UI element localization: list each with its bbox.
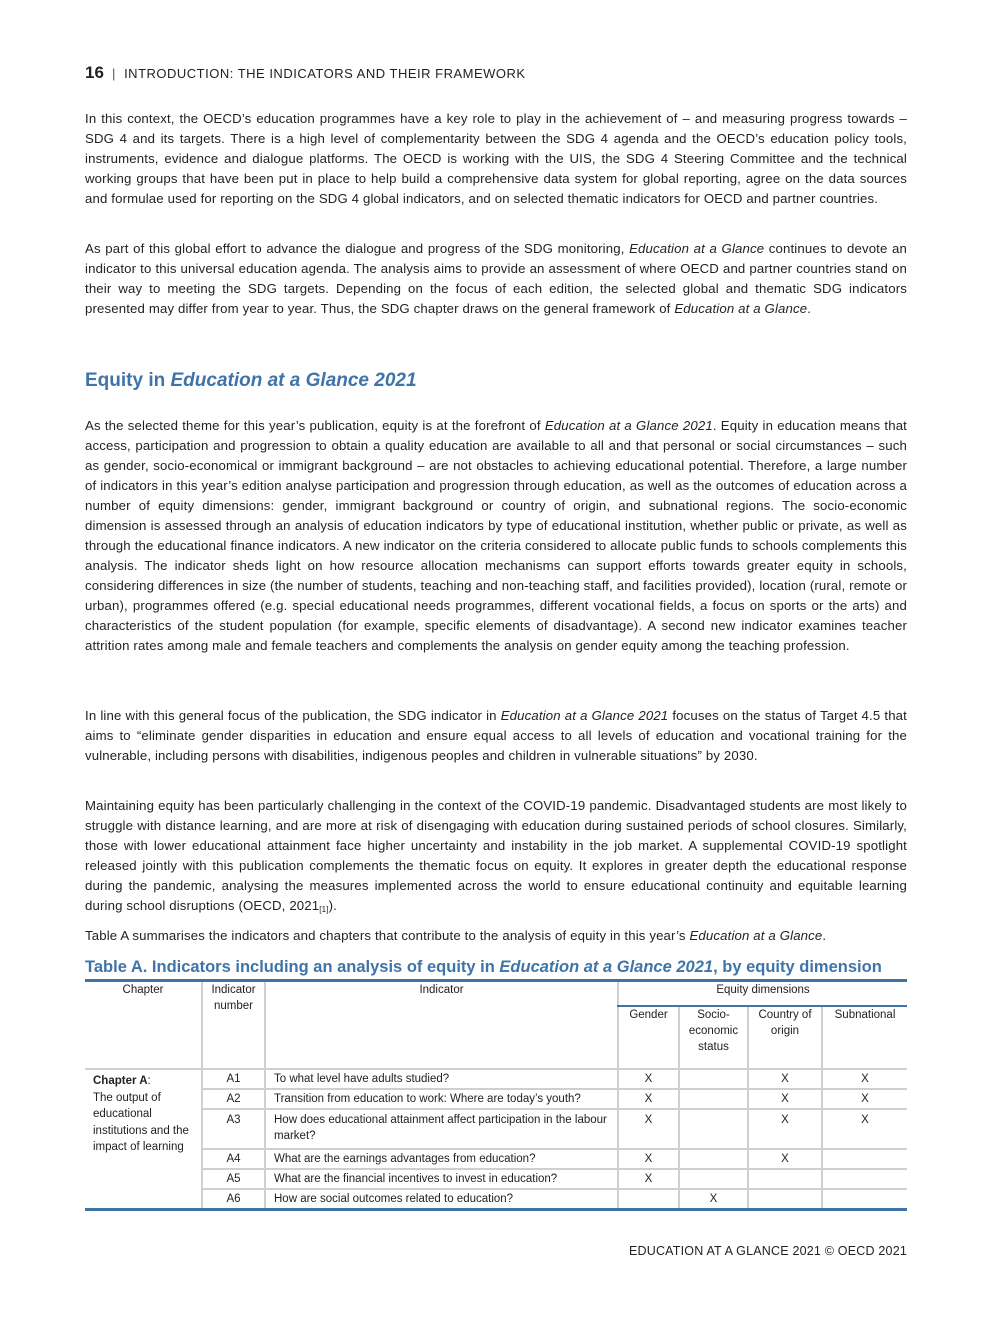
running-header (85, 63, 526, 83)
indicator-number: A4 (202, 1149, 265, 1169)
table-row (85, 1149, 907, 1169)
indicator-text: What are the financial incentives to invest in education? (265, 1169, 618, 1189)
socio-mark (679, 1069, 748, 1089)
socio-mark (679, 1109, 748, 1149)
country-mark: X (748, 1089, 822, 1109)
section-heading-equity: Equity in Education at a Glance 2021 (85, 370, 417, 391)
gender-mark: X (618, 1149, 679, 1169)
indicator-number: A3 (202, 1109, 265, 1149)
indicator-text: To what level have adults studied? (265, 1069, 618, 1089)
paragraph-sdg-context: In this context, the OECD’s education programmes have a key role to play in the achievement of – and measuring progress towards – SDG 4 and its targets. There is a high level of complementarity between the SDG 4 agenda and the OECD’s education policy tools, instruments, evidence and dialogue platforms. The OECD is working with the UIS, the SDG 4 Steering Committee and the technical working groups that have been put in place to help build a comprehensive data system for global reporting, agree on the data sources and formulae used for reporting on the SDG 4 global indicators, and on selected thematic indicators for OECD and partner countries. (85, 111, 907, 206)
header-subnational: Subnational (822, 1006, 907, 1069)
paragraph-sdg-target: In line with this general focus of the publication, the SDG indicator in Education at a Glance 2021 focuses on the status of Target 4.5 that aims to “eliminate gender disparities in education and ensure equal access to all levels of education and vocational training for the vulnerable, including persons with disabilities, indigenous peoples and children in vulnerable situations” by 2030. (85, 708, 907, 763)
paragraph-table-intro: Table A summarises the indicators and chapters that contribute to the analysis of equity in this year’s Education at a Glance. (85, 928, 827, 943)
header-indicator: Indicator (265, 981, 618, 1070)
citation-reference[interactable]: [1] (319, 905, 329, 914)
table-row (85, 1189, 907, 1210)
country-mark: X (748, 1149, 822, 1169)
table-row (85, 1169, 907, 1189)
country-mark (748, 1189, 822, 1210)
gender-mark: X (618, 1109, 679, 1149)
chapter-a-cell: Chapter A: The output of educational institutions and the impact of learning (85, 1069, 202, 1210)
subnational-mark (822, 1189, 907, 1210)
socio-mark (679, 1149, 748, 1169)
socio-mark: X (679, 1189, 748, 1210)
indicator-text: Transition from education to work: Where are today’s youth? (265, 1089, 618, 1109)
paragraph-sdg-monitoring: As part of this global effort to advance the dialogue and progress of the SDG monitoring, Education at a Glance continues to devote an indicator to this universal education agenda. The analysis aims to provide an assessment of where OECD and partner countries stand on their way to meeting the SDG targets. Depending on the focus of each edition, the selected global and thematic SDG indicators presented may differ from year to year. Thus, the SDG chapter draws on the general framework of Education at a Glance. (85, 241, 908, 316)
indicator-text: How are social outcomes related to education? (265, 1189, 618, 1210)
indicator-number: A1 (202, 1069, 265, 1089)
subnational-mark: X (822, 1109, 907, 1149)
table-row (85, 1089, 907, 1109)
gender-mark: X (618, 1089, 679, 1109)
indicator-number: A5 (202, 1169, 265, 1189)
indicator-number: A6 (202, 1189, 265, 1210)
header-equity-dimensions: Equity dimensions (618, 981, 907, 1007)
indicator-number: A2 (202, 1089, 265, 1109)
header-chapter: Chapter (85, 981, 202, 1070)
table-row (85, 1069, 907, 1089)
subnational-mark (822, 1149, 907, 1169)
indicator-text: How does educational attainment affect participation in the labour market? (265, 1109, 618, 1149)
indicator-text: What are the earnings advantages from education? (265, 1149, 618, 1169)
header-country-of-origin: Country of origin (748, 1006, 822, 1069)
socio-mark (679, 1089, 748, 1109)
subnational-mark: X (822, 1089, 907, 1109)
subnational-mark (822, 1169, 907, 1189)
header-title: INTRODUCTION: THE INDICATORS AND THEIR FRAMEWORK (124, 66, 526, 81)
paragraph-covid: Maintaining equity has been particularly challenging in the context of the COVID-19 pandemic. Disadvantaged students are most likely to struggle with distance learning, and are more at risk of disengaging with education during sustained periods of school closures. Similarly, those with lower educational attainment face higher uncertainty and instability in the job market. A supplemental COVID-19 spotlight released jointly with this publication complements the thematic focus on equity. It explores in greater depth the educational response during the pandemic, analysing the measures implemented across the world to ensure educational continuity and equitable learning during school disruptions (OECD, $2021_{[1]}$). (85, 798, 907, 914)
gender-mark: X (618, 1169, 679, 1189)
header-gender: Gender (618, 1006, 679, 1069)
country-mark: X (748, 1109, 822, 1149)
table-row (85, 1109, 907, 1149)
socio-mark (679, 1169, 748, 1189)
country-mark: X (748, 1069, 822, 1089)
equity-table (85, 979, 907, 1211)
header-socio-economic-status: Socio- economic status (679, 1006, 748, 1069)
table-title: Table A. Indicators including an analysis of equity in Education at a Glance 2021, by equity dimension (85, 958, 882, 976)
country-mark (748, 1169, 822, 1189)
page-footer: EDUCATION AT A GLANCE 2021 © OECD 2021 (628, 1244, 907, 1258)
page-number: 16 (85, 63, 104, 82)
paragraph-equity-theme: As the selected theme for this year’s publication, equity is at the forefront of Education at a Glance 2021. Equity in education means that access, participation and progression to obtain a quality education are available to all and that personal or social circumstances – such as gender, socio-economical or immigrant background – are not obstacles to achieving educational potential. Therefore, a large number of indicators in this year’s edition analyse participation and progression through education, as well as the outcomes of education across a number of equity dimensions: gender, immigrant background or country of origin, and subnational regions. The socio-economic dimension is assessed through an analysis of education indicators by type of educational institution, whether public or private, as well as through the educational finance indicators. A new indicator on the criteria considered to allocate public funds to schools complements this analysis. The indicator sheds light on how resource allocation mechanisms can support efforts towards greater equity in schools, considering differences in size (the number of students, teaching and non-teaching staff, and facilities provided), location (rural, remote or urban), programmes offered (e.g. special educational needs programmes, different vocational fields, a focus on sports or the arts) and characteristics of the student population (for example, specific elements of disadvantage). A second new indicator examines teacher attrition rates among male and female teachers and complements the analysis on gender equity among the teaching profession. (85, 418, 907, 653)
subnational-mark: X (822, 1069, 907, 1089)
gender-mark: X (618, 1069, 679, 1089)
header-separator: | (112, 66, 116, 81)
header-indicator-number: Indicator number (202, 981, 265, 1070)
gender-mark (618, 1189, 679, 1210)
